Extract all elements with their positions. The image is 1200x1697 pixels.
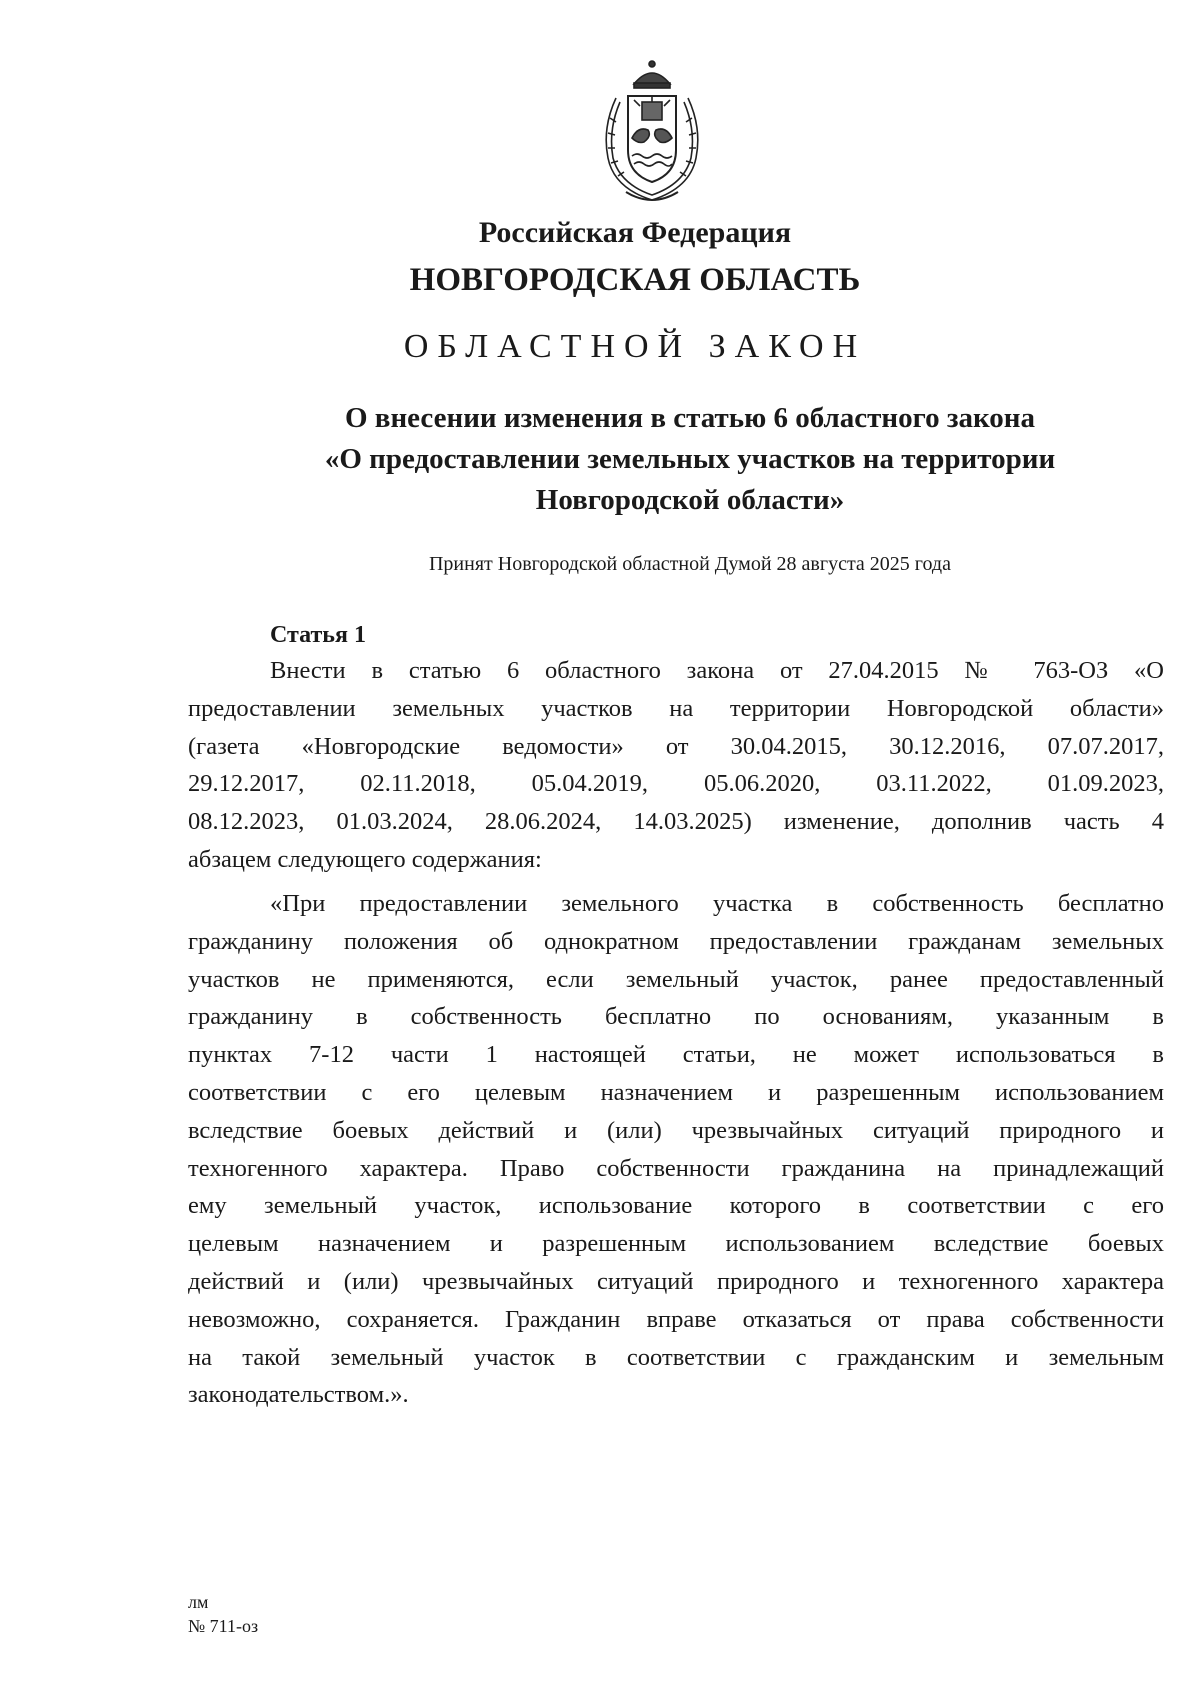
article-paragraph-1 bbox=[188, 652, 1164, 879]
text-line: 29.12.2017, 02.11.2018, 05.04.2019, 05.06.2020, 03.11.2022, 01.09.2023, bbox=[188, 770, 1164, 798]
law-title-line: «О предоставлении земельных участков на территории bbox=[324, 443, 1056, 475]
text-line: невозможно, сохраняется. Гражданин вправе отказаться от права собственности bbox=[188, 1305, 1164, 1333]
adoption-note: Принят Новгородской областной Думой 28 августа 2025 года bbox=[428, 553, 951, 575]
document-footer bbox=[188, 1590, 258, 1638]
footer-law-number: № 711-оз bbox=[188, 1616, 259, 1636]
law-title-line: Новгородской области» bbox=[535, 484, 845, 516]
text-line: «При предоставлении земельного участка в собственность бесплатно bbox=[270, 890, 1164, 917]
article-paragraph-2 bbox=[188, 885, 1164, 1414]
text-line: гражданину в собственность бесплатно по основаниям, указанным в bbox=[188, 1003, 1164, 1031]
text-line: 08.12.2023, 01.03.2024, 28.06.2024, 14.03.2025) изменение, дополнив часть 4 bbox=[188, 808, 1164, 836]
law-title bbox=[190, 398, 1190, 521]
text-line: соответствии с его целевым назначением и разрешенным использованием bbox=[188, 1078, 1164, 1106]
article-title: Статья 1 bbox=[270, 622, 366, 648]
text-line: участков не применяются, если земельный участок, ранее предоставленный bbox=[188, 965, 1164, 993]
region-heading: НОВГОРОДСКАЯ ОБЛАСТЬ bbox=[409, 262, 861, 298]
text-line: абзацем следующего содержания: bbox=[188, 845, 542, 873]
text-line: (газета «Новгородские ведомости» от 30.04.2015, 30.12.2016, 07.07.2017, bbox=[188, 732, 1164, 760]
text-line: техногенного характера. Право собственности гражданина на принадлежащий bbox=[188, 1154, 1164, 1182]
text-line: ему земельный участок, использование которого в соответствии с его bbox=[188, 1192, 1164, 1220]
text-line: пунктах 7-12 части 1 настоящей статьи, не может использоваться в bbox=[188, 1041, 1164, 1069]
country-heading: Российская Федерация bbox=[478, 216, 792, 249]
footer-initials: лм bbox=[188, 1592, 209, 1612]
novgorod-coat-of-arms-icon bbox=[596, 58, 708, 208]
text-line: действий и (или) чрезвычайных ситуаций природного и техногенного характера bbox=[188, 1267, 1164, 1295]
law-type-heading: ОБЛАСТНОЙ ЗАКОН bbox=[403, 328, 867, 365]
text-line: вследствие боевых действий и (или) чрезвычайных ситуаций природного и bbox=[188, 1116, 1164, 1144]
text-line: предоставлении земельных участков на территории Новгородской области» bbox=[188, 694, 1164, 722]
text-line: гражданину положения об однократном предоставлении гражданам земельных bbox=[188, 927, 1164, 955]
text-line: на такой земельный участок в соответствии с гражданским и земельным bbox=[188, 1343, 1164, 1371]
law-title-line: О внесении изменения в статью 6 областного закона bbox=[344, 402, 1036, 434]
text-line: Внести в статью 6 областного закона от 27.04.2015 № 763-ОЗ «О bbox=[270, 657, 1164, 684]
text-line: целевым назначением и разрешенным использованием вследствие боевых bbox=[188, 1230, 1164, 1258]
text-line: законодательством.». bbox=[188, 1381, 409, 1409]
